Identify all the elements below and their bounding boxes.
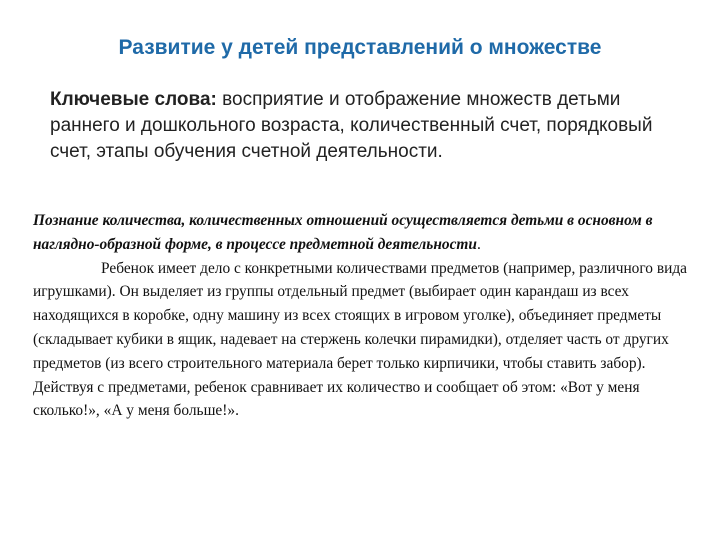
intro-paragraph [33,209,693,257]
intro-end: . [476,235,481,253]
keywords-text: восприятие и отображение множеств детьми раннего и дошкольного возраста, количественный счет, порядковый счет, этапы обучения счетной деятельности. [50,89,653,162]
keywords-block [50,87,670,165]
body-text [33,209,693,423]
slide-title: Развитие у детей представлений о множестве [118,36,602,59]
paragraph-1-text: Ребенок имеет дело с конкретными количествами предметов (например, различного вида игрушками). Он выделяет из группы отдельный предмет (выбирает один карандаш из всех находящихся в коробке, одну машину из всех стоящих в игровом уголке), объединяет предметы (складывает кубики в ящик, надевает на стержень колечки пирамидки), отделяет часть от других предметов (из всего строительного материала берет только кирпичики, чтобы ставить забор). [33,259,688,372]
intro-emphasis: Познание количества, количественных отношений осуществляется детьми в основном в наглядно-образной форме, в процессе предметной деятельности [33,212,653,253]
paragraph-2: Действуя с предметами, ребенок сравнивает их количество и сообщает об этом: «Вот у меня сколько!», «А у меня больше!». [33,378,640,420]
keywords-label: Ключевые слова: [50,89,217,110]
paragraph-1 [33,257,693,376]
